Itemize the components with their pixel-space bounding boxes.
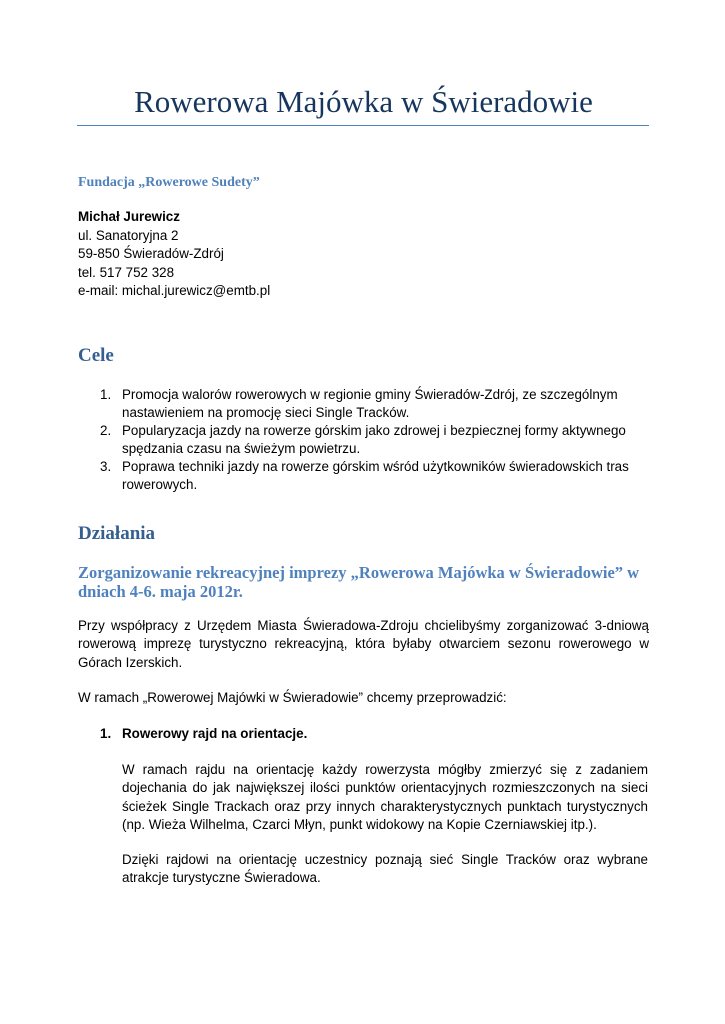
goal-text: Poprawa techniki jazdy na rowerze górskim wśród użytkowników świeradowskich tras rowerowych. — [122, 459, 629, 492]
document-title: Rowerowa Majówka w Świeradowie — [134, 84, 593, 119]
goals-heading: Cele — [78, 345, 114, 366]
contact-block — [78, 208, 270, 301]
goal-number: 2. — [100, 423, 112, 438]
goals-list — [78, 386, 648, 494]
actions-lead-paragraph: W ramach „Rowerowej Majówki w Świeradowie” chcemy przeprowadzić: — [78, 690, 507, 705]
action-item-number: 1. — [100, 726, 112, 741]
title-underline — [77, 125, 649, 126]
action-item-label: Rowerowy rajd na orientacje. — [122, 726, 308, 741]
goal-text: Promocja walorów rowerowych w regionie gminy Świeradów-Zdrój, ze szczególnym nastawieniem na promocję sieci Single Tracków. — [122, 387, 618, 420]
contact-phone: tel. 517 752 328 — [78, 264, 175, 280]
contact-city: 59-850 Świeradów-Zdrój — [78, 246, 224, 261]
goal-number: 3. — [100, 459, 112, 474]
goal-item-2 — [78, 422, 648, 458]
contact-email: e-mail: michal.jurewicz@emtb.pl — [78, 283, 271, 298]
goal-item-3 — [78, 458, 648, 494]
actions-subheading: Zorganizowanie rekreacyjnej imprezy „Rowerowa Majówka w Świeradowie” w dniach 4-6. maja 2012r. — [78, 563, 640, 601]
actions-intro-paragraph: Przy współpracy z Urzędem Miasta Świeradowa-Zdroju chcielibyśmy zorganizować 3-dniową rowerową imprezę turystyczno rekreacyjną, która byłaby otwarciem sezonu rowerowego w Górach Izerskich. — [78, 618, 649, 670]
foundation-name: Fundacja „Rowerowe Sudety” — [78, 175, 260, 190]
goal-text: Popularyzacja jazdy na rowerze górskim jako zdrowej i bezpiecznej formy aktywnego spędzania czasu na świeżym powietrzu. — [122, 423, 626, 456]
goal-item-1 — [78, 386, 648, 422]
contact-name: Michał Jurewicz — [78, 209, 180, 224]
contact-street: ul. Sanatoryjna 2 — [78, 227, 179, 243]
goal-number: 1. — [100, 387, 112, 402]
actions-heading: Działania — [78, 523, 156, 544]
action-item-paragraph-1: W ramach rajdu na orientację każdy rowerzysta mógłby zmierzyć się z zadaniem dojechania do jak największej ilości punktów orientacyjnych rozmieszczonych na sieci ścieżek Single Trackach oraz przy innych charakterystycznych punktach turystycznych (np. Wieża Wilhelma, Czarci Młyn, punkt widokowy na Kopie Czerniawskiej itp.). — [122, 762, 648, 833]
action-item-paragraph-2: Dzięki rajdowi na orientację uczestnicy poznają sieć Single Tracków oraz wybrane atrakcje turystyczne Świeradowa. — [122, 852, 648, 886]
